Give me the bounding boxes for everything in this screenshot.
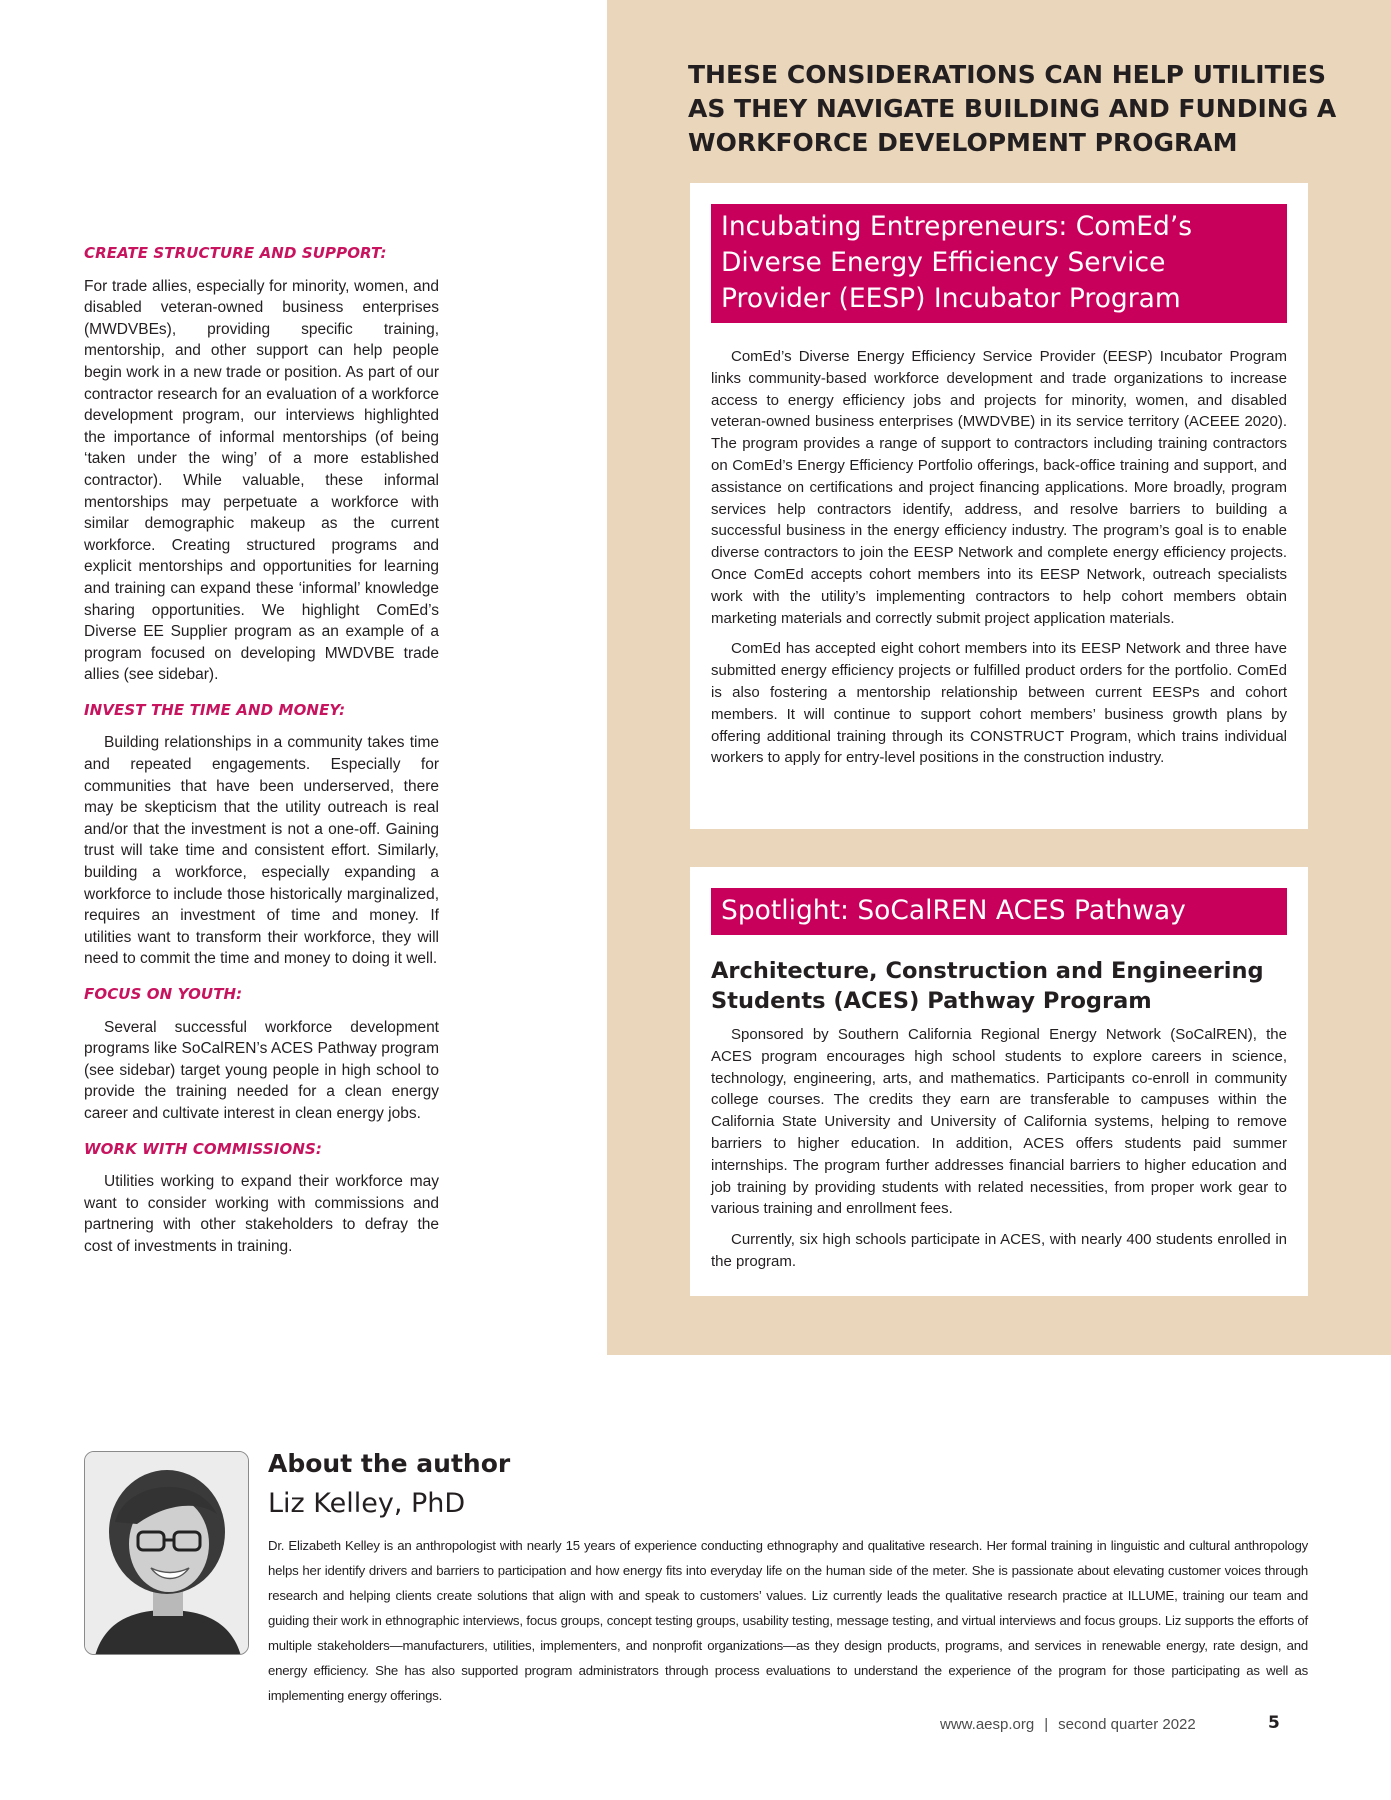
section-body-invest: Building relationships in a community takes time and repeated engagements. Especially for communities that have been underserved, there may be skepticism that the utility outreach is real and/or that the investment is not a one-off. Gaining trust will take time and consistent effort. Similarly, building a workforce, especially expanding a workforce to include those historically marginalized, requires an investment of time and money. If utilities want to transform their workforce, they will need to commit the time and money to doing it well. — [84, 734, 439, 968]
page-number: 5 — [1268, 1713, 1280, 1733]
box-paragraph: Sponsored by Southern California Regional Energy Network (SoCalREN), the ACES program encourages high school students to explore careers in science, technology, engineering, arts, and mathematics. Participants co-enroll in community college courses. The credits they earn are transferable to campuses within the California State University and University of California systems, helping to remove barriers to higher education. In addition, ACES offers students paid summer internships. The program further addresses financial barriers to higher education and job training by providing students with related necessities, from proper work gear to various training and enrollment fees. — [711, 1026, 1287, 1218]
box-paragraph: ComEd’s Diverse Energy Efficiency Service Provider (EESP) Incubator Program links community-based workforce development and trade organizations to increase access to energy efficiency jobs and projects for minority, women, and disabled veteran-owned business enterprises (MWDVBE) in its service territory (ACEEE 2020). The program provides a range of support to contractors including training contractors on ComEd’s Energy Efficiency Portfolio offerings, back-office training and support, and assistance on certifications and project financing applications. More broadly, program services help contractors identify, address, and resolve barriers to building a successful business in the energy efficiency industry. The program’s goal is to enable diverse contractors to join the EESP Network and complete energy efficiency projects. Once ComEd accepts cohort members into its EESP Network, outreach specialists work with the utility’s implementing contractors to help cohort members obtain marketing materials and correctly submit project application materials. — [711, 348, 1287, 627]
sidebar-heading: THESE CONSIDERATIONS CAN HELP UTILITIES AS THEY NAVIGATE BUILDING AND FUNDING A WORKFORCE DEVELOPMENT PROGRAM — [688, 60, 1337, 157]
author-bio: Dr. Elizabeth Kelley is an anthropologist with nearly 15 years of experience conducting ethnography and qualitative research. Her formal training in linguistic and cultural anthropology helps her identify drivers and barriers to participation and how energy fits into everyday life on the human side of the meter. She is passionate about elevating customer voices through research and helping clients create solutions that align with and speak to customers’ values. Liz currently leads the qualitative research practice at ILLUME, training our team and guiding their work in ethnographic interviews, focus groups, concept testing groups, usability testing, message testing, and virtual interviews and focus groups. Liz supports the efforts of multiple stakeholders—manufacturers, utilities, implementers, and nonprofit organizations—as they design products, programs, and services in renewable energy, rate design, and energy efficiency. She has also supported program administrators through process evaluations to understand the experience of the program for those participating as well as implementing energy offerings. — [268, 1538, 1308, 1703]
left-column — [84, 240, 439, 1258]
sidebar-box-comed — [690, 183, 1308, 829]
box-body-aces — [711, 1024, 1287, 1273]
section-heading-youth: FOCUS ON YOUTH: — [84, 985, 243, 1003]
box-paragraph: Currently, six high schools participate in ACES, with nearly 400 students enrolled in the program. — [711, 1231, 1287, 1270]
section-body-structure: For trade allies, especially for minority, women, and disabled veteran-owned business enterprises (MWDVBEs), providing specific training, mentorship, and other support can help people begin work in a new trade or position. As part of our contractor research for an evaluation of a workforce development program, our interviews highlighted the importance of informal mentorships (of being ‘taken under the wing’ of a more established contractor). While valuable, these informal mentorships may perpetuate a workforce with similar demographic makeup as the current workforce. Creating structured programs and explicit mentorships and opportunities for learning and training can expand these ‘informal’ knowledge sharing opportunities. We highlight ComEd’s Diverse EE Supplier program as an example of a program focused on developing MWDVBE trade allies (see sidebar). — [84, 277, 439, 684]
footer-separator: | — [1044, 1716, 1049, 1733]
author-photo — [84, 1451, 249, 1655]
section-heading-structure: CREATE STRUCTURE AND SUPPORT: — [84, 244, 387, 262]
footer — [940, 1716, 1196, 1733]
box-title-comed: Incubating Entrepreneurs: ComEd’s Diverse Energy Efficiency Service Provider (EESP) Incubator Program — [711, 204, 1287, 323]
section-heading-commissions: WORK WITH COMMISSIONS: — [84, 1139, 322, 1158]
author-name: Liz Kelley, PhD — [268, 1488, 466, 1519]
footer-issue: second quarter 2022 — [1058, 1716, 1196, 1733]
about-author-heading: About the author — [268, 1449, 511, 1478]
section-heading-invest: INVEST THE TIME AND MONEY: — [84, 700, 346, 719]
section-body-commissions: Utilities working to expand their workforce may want to consider working with commissions and partnering with other stakeholders to defray the cost of investments in training. — [84, 1173, 439, 1255]
section-body-youth: Several successful workforce development programs like SoCalREN’s ACES Pathway program (see sidebar) target young people in high school to provide the training needed for a clean energy career and cultivate interest in clean energy jobs. — [84, 1018, 439, 1122]
box-title-aces: Spotlight: SoCalREN ACES Pathway — [711, 888, 1287, 935]
footer-url[interactable]: www.aesp.org — [940, 1716, 1035, 1733]
box-body-comed — [711, 346, 1287, 769]
box-paragraph: ComEd has accepted eight cohort members into its EESP Network and three have submitted energy efficiency projects or fulfilled product orders for the portfolio. ComEd is also fostering a mentorship relationship between current EESPs and cohort members. It will continue to support cohort members’ business growth plans by offering additional training through its CONSTRUCT Program, which trains individual workers to apply for entry-level positions in the construction industry. — [711, 640, 1287, 767]
sidebar-box-aces — [690, 867, 1308, 1296]
box-subtitle-aces: Architecture, Construction and Engineering Students (ACES) Pathway Program — [711, 958, 1264, 1014]
